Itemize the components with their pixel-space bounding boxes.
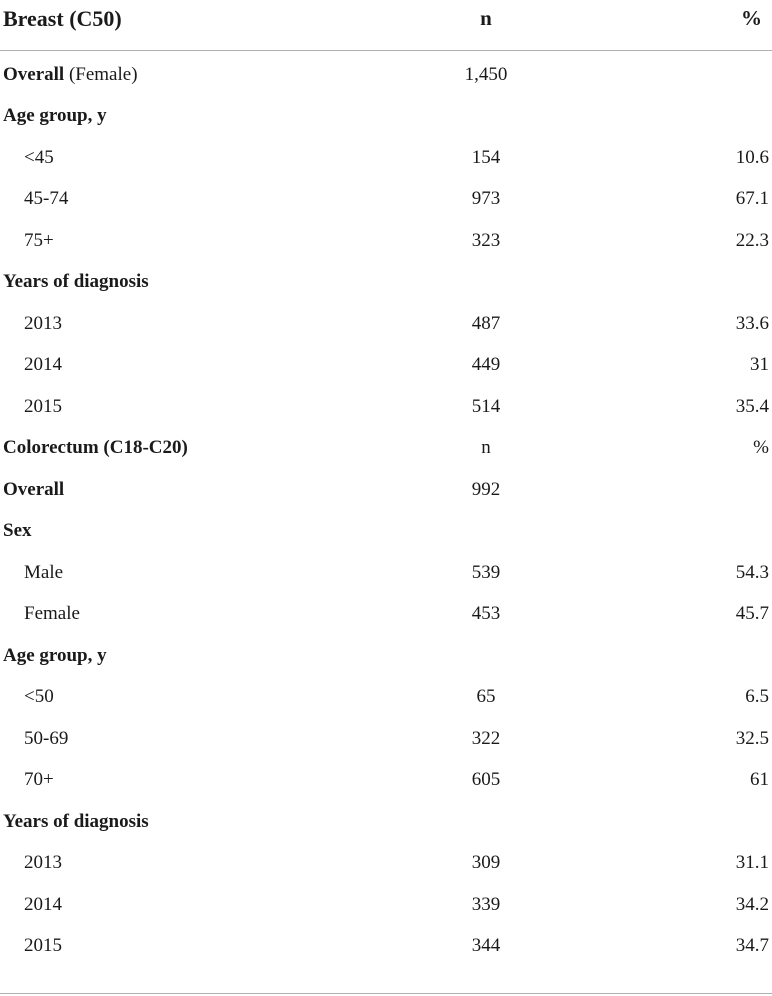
row-n: 539 <box>471 561 501 583</box>
row-label <box>24 852 62 874</box>
row-percent: 61 <box>750 769 769 791</box>
row-label <box>3 645 107 667</box>
table-row <box>0 718 772 760</box>
row-label <box>3 479 64 501</box>
table-row <box>0 843 772 885</box>
row-percent: 35.4 <box>735 395 769 417</box>
row-percent: 31.1 <box>735 852 769 874</box>
table-row <box>0 386 772 428</box>
row-label-bold: Age group, y <box>3 105 107 127</box>
row-label-text: 45-74 <box>24 188 69 210</box>
table-row <box>0 179 772 221</box>
header-label: Breast (C50) <box>3 6 122 31</box>
row-n: 449 <box>471 354 501 376</box>
table-row <box>0 303 772 345</box>
table-header-row <box>0 0 772 51</box>
table-row <box>0 137 772 179</box>
row-percent: % <box>753 437 769 459</box>
row-label <box>3 64 138 86</box>
row-percent: 10.6 <box>735 146 769 168</box>
table-row <box>0 511 772 553</box>
table-row <box>0 594 772 636</box>
row-percent: 54.3 <box>735 561 769 583</box>
row-label-text: 50-69 <box>24 727 69 749</box>
row-percent: 31 <box>750 354 769 376</box>
table-row <box>0 345 772 387</box>
row-percent: 22.3 <box>735 229 769 251</box>
row-label-text: 75+ <box>24 229 54 251</box>
row-label-bold: Overall <box>3 478 65 500</box>
table-row <box>0 760 772 802</box>
row-label <box>3 437 188 459</box>
row-n: 1,450 <box>464 63 508 85</box>
row-label-text: 2015 <box>24 395 62 417</box>
table-row <box>0 884 772 926</box>
table-row <box>0 96 772 138</box>
row-label-text: 2013 <box>24 852 62 874</box>
row-label-text: Female <box>24 603 80 625</box>
row-n: 323 <box>471 229 501 251</box>
row-n: 973 <box>471 188 501 210</box>
row-label <box>24 354 62 376</box>
row-label-bold: Overall <box>3 63 65 85</box>
row-label <box>24 935 62 957</box>
row-n: 309 <box>471 852 501 874</box>
row-n: 322 <box>471 727 501 749</box>
row-label <box>24 562 63 584</box>
row-n: 453 <box>471 603 501 625</box>
row-percent: 32.5 <box>735 727 769 749</box>
row-label <box>24 603 80 625</box>
table-row <box>0 677 772 719</box>
row-label-text: (Female) <box>64 63 138 85</box>
table-row <box>0 428 772 470</box>
row-percent: 34.2 <box>735 893 769 915</box>
table-row <box>0 220 772 262</box>
table-row <box>0 801 772 843</box>
table-row <box>0 262 772 304</box>
row-label <box>24 188 68 210</box>
row-label-bold: Age group, y <box>3 644 107 666</box>
row-label <box>3 811 149 833</box>
row-percent: 34.7 <box>735 935 769 957</box>
row-n: 339 <box>471 893 501 915</box>
row-n: 487 <box>471 312 501 334</box>
row-label <box>24 686 54 708</box>
row-percent: 33.6 <box>735 312 769 334</box>
row-label-text: 70+ <box>24 769 54 791</box>
row-label-text: 2013 <box>24 312 62 334</box>
row-label <box>24 230 54 252</box>
row-n: 992 <box>471 478 501 500</box>
row-label-text: Male <box>24 561 64 583</box>
row-label-text: <45 <box>24 146 54 168</box>
row-label <box>24 396 62 418</box>
row-n: 605 <box>471 769 501 791</box>
row-label-text: 2015 <box>24 935 62 957</box>
table-row <box>0 926 772 968</box>
row-label-bold: Years of diagnosis <box>3 810 149 832</box>
row-label <box>3 105 107 127</box>
header-percent: % <box>741 6 762 30</box>
table-row <box>0 54 772 96</box>
row-label-bold: Sex <box>3 520 32 542</box>
row-label <box>24 147 54 169</box>
row-label-text: <50 <box>24 686 54 708</box>
row-percent: 45.7 <box>735 603 769 625</box>
row-n: 514 <box>471 395 501 417</box>
row-label <box>3 271 149 293</box>
table-row <box>0 552 772 594</box>
row-label <box>24 313 62 335</box>
row-n: n <box>481 437 491 459</box>
bottom-rule <box>0 993 772 994</box>
row-label-bold: Years of diagnosis <box>3 271 149 293</box>
row-label <box>24 769 54 791</box>
row-percent: 67.1 <box>735 188 769 210</box>
table-body <box>0 54 772 967</box>
row-label-bold: Colorectum (C18-C20) <box>3 437 188 459</box>
row-label <box>3 520 32 542</box>
table-row <box>0 469 772 511</box>
row-n: 65 <box>476 686 496 708</box>
row-label-text: 2014 <box>24 893 62 915</box>
row-label <box>24 894 62 916</box>
row-percent: 6.5 <box>745 686 769 708</box>
row-n: 154 <box>471 146 501 168</box>
header-n: n <box>480 6 492 30</box>
row-n: 344 <box>471 935 501 957</box>
row-label-text: 2014 <box>24 354 62 376</box>
table-row <box>0 635 772 677</box>
row-label <box>24 728 68 750</box>
